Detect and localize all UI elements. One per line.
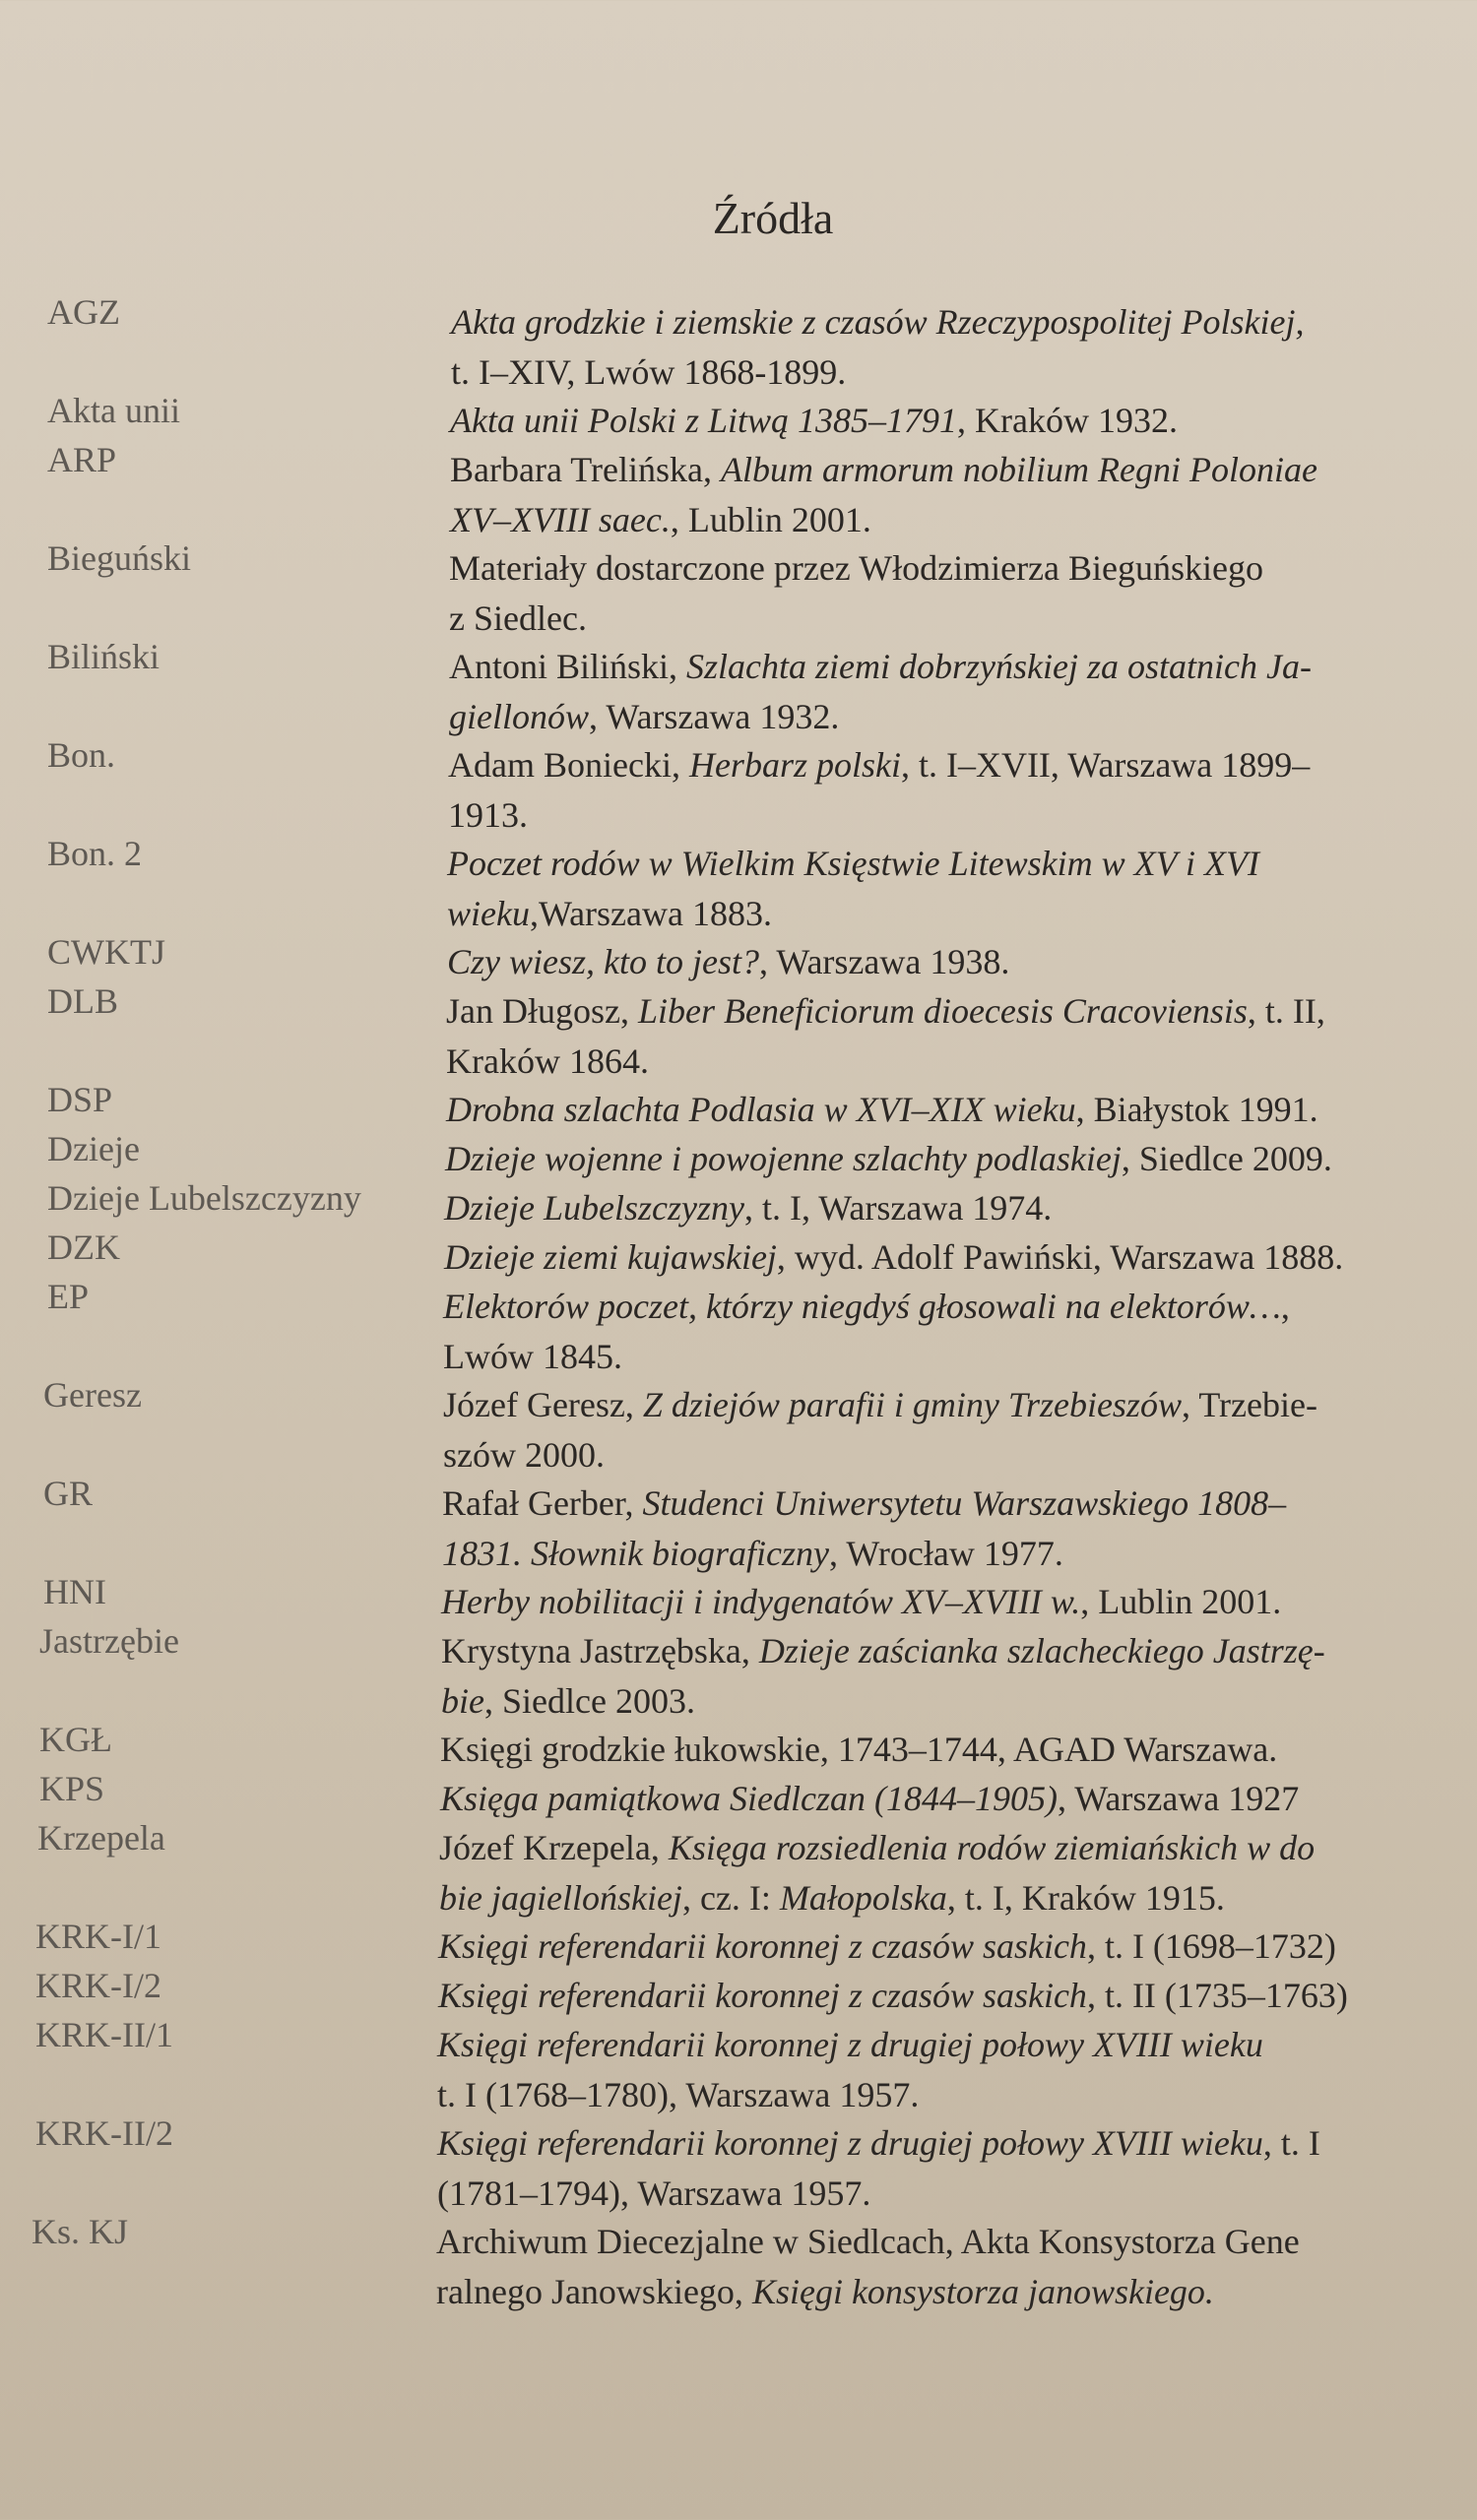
description-line: [443, 1380, 1477, 1430]
plain-text: Jan Długosz,: [446, 991, 638, 1031]
entry-abbreviation: Dzieje Lubelszczyzny: [47, 1178, 361, 1218]
entry-abbreviation: Biliński: [47, 637, 161, 676]
description-line: [448, 790, 1477, 841]
entry-abbreviation: KRK-I/1: [35, 1917, 161, 1956]
entry-abbreviation: KPS: [39, 1769, 105, 1808]
description-line: [436, 2217, 1477, 2267]
plain-text: Józef Geresz,: [443, 1385, 643, 1424]
entry-abbreviation: AGZ: [47, 292, 120, 332]
plain-text: , Siedlce 2009.: [1121, 1139, 1332, 1178]
entry-abbreviation: DZK: [47, 1228, 120, 1267]
plain-text: z Siedlec.: [449, 598, 587, 638]
entry-description: [443, 1380, 1477, 1480]
entry-abbreviation: KGŁ: [39, 1720, 112, 1759]
plain-text: Lwów 1845.: [443, 1337, 622, 1376]
plain-text: Rafał Gerber,: [442, 1483, 643, 1523]
italic-title-text: Liber Beneficiorum dioecesis Cracoviensis: [637, 991, 1248, 1031]
entry-abbreviation: KRK-II/1: [35, 2015, 173, 2054]
entry-description: [440, 1774, 1477, 1824]
entry-description: [447, 839, 1477, 939]
entry-description: [444, 1183, 1477, 1233]
italic-title-text: Księgi referendarii koronnej z czasów saskich: [438, 1926, 1087, 1966]
plain-text: , Lublin 2001.: [670, 500, 871, 539]
entry-description: [441, 1626, 1477, 1727]
plain-text: , Wrocław 1977.: [828, 1534, 1063, 1573]
plain-text: Barbara Trelińska,: [450, 450, 721, 489]
description-line: [451, 297, 1477, 347]
description-line: [439, 1873, 1477, 1923]
italic-title-text: 1831. Słownik biograficzny: [442, 1534, 829, 1573]
italic-title-text: Księgi referendarii koronnej z czasów saskich: [438, 1976, 1087, 2015]
plain-text: Antoni Biliński,: [449, 647, 687, 686]
description-line: [447, 889, 1477, 939]
entry-abbreviation: DLB: [47, 981, 118, 1021]
italic-title-text: Księgi referendarii koronnej z drugiej połowy XVIII wieku: [437, 2025, 1263, 2064]
description-line: [442, 1479, 1477, 1529]
entry-description: [438, 1971, 1477, 2021]
description-line: [441, 1676, 1477, 1727]
description-line: [449, 543, 1477, 594]
entry-description: [446, 986, 1477, 1087]
page-title: Źródła: [712, 193, 834, 243]
entry-description: [440, 1725, 1477, 1775]
description-line: [442, 1529, 1477, 1579]
entry-description: [445, 1134, 1477, 1184]
italic-title-text: giellonów: [449, 697, 589, 736]
description-line: [450, 445, 1477, 495]
description-line: [448, 740, 1477, 790]
plain-text: , t. II (1735–1763): [1086, 1976, 1348, 2015]
entry-description: [446, 1085, 1477, 1135]
entry-description: [443, 1282, 1477, 1382]
description-line: [436, 2267, 1477, 2317]
italic-title-text: Małopolska: [779, 1878, 947, 1918]
italic-title-text: Dzieje wojenne i powojenne szlachty podlaskiej: [445, 1139, 1122, 1178]
italic-title-text: Księga pamiątkowa Siedlczan (1844–1905): [440, 1779, 1058, 1818]
description-line: [438, 1922, 1477, 1972]
entry-abbreviation: KRK-I/2: [35, 1966, 161, 2005]
entry-abbreviation: GR: [43, 1474, 94, 1513]
entry-abbreviation: Dzieje: [47, 1129, 140, 1168]
italic-title-text: wieku: [447, 894, 530, 933]
description-line: [437, 2020, 1477, 2070]
italic-title-text: Studenci Uniwersytetu Warszawskiego 1808–: [642, 1483, 1287, 1523]
plain-text: szów 2000.: [443, 1435, 605, 1475]
italic-title-text: Księga rozsiedlenia rodów ziemiańskich w do: [668, 1828, 1316, 1867]
entry-description: [451, 297, 1477, 398]
entry-abbreviation: Bon. 2: [47, 834, 143, 873]
description-line: [437, 2118, 1477, 2169]
plain-text: Archiwum Diecezjalne w Siedlcach, Akta Konsystorza Gene: [436, 2222, 1300, 2261]
plain-text: , t. I (1698–1732): [1086, 1926, 1336, 1966]
italic-title-text: Szlachta ziemi dobrzyńskiej za ostatnich Ja-: [686, 647, 1312, 686]
plain-text: , Siedlce 2003.: [483, 1681, 695, 1721]
entry-abbreviation: EP: [47, 1277, 90, 1316]
description-line: [441, 1626, 1477, 1676]
description-line: [446, 986, 1477, 1037]
entry-abbreviation: ARP: [47, 440, 117, 479]
entry-description: [442, 1479, 1477, 1579]
plain-text: , wyd. Adolf Pawiński, Warszawa 1888.: [776, 1237, 1344, 1277]
italic-title-text: Herbarz polski: [688, 745, 901, 785]
entry-abbreviation: HNI: [43, 1572, 106, 1611]
description-line: [440, 1774, 1477, 1824]
description-line: [449, 692, 1477, 742]
plain-text: , Trzebie-: [1181, 1385, 1317, 1424]
italic-title-text: Księgi konsystorza janowskiego.: [751, 2272, 1214, 2311]
plain-text: , t. I, Warszawa 1974.: [743, 1188, 1053, 1228]
entry-abbreviation: Bon.: [47, 735, 116, 775]
italic-title-text: Akta unii Polski z Litwą 1385–1791: [450, 401, 958, 440]
description-line: [444, 1183, 1477, 1233]
plain-text: , t. II,: [1247, 991, 1325, 1031]
entry-description: [441, 1577, 1477, 1627]
entry-abbreviation: Ks. KJ: [32, 2212, 129, 2251]
italic-title-text: Czy wiesz, kto to jest?: [447, 942, 759, 981]
plain-text: ,: [1280, 1287, 1290, 1326]
italic-title-text: XV–XVIII saec.: [450, 500, 671, 539]
italic-title-text: Dzieje zaścianka szlacheckiego Jastrzę-: [758, 1631, 1325, 1670]
description-line: [440, 1725, 1477, 1775]
entry-description: [449, 543, 1477, 644]
plain-text: Krystyna Jastrzębska,: [441, 1631, 759, 1670]
description-line: [437, 2070, 1477, 2120]
italic-title-text: Poczet rodów w Wielkim Księstwie Litewskim w XV i XVI: [447, 844, 1259, 883]
italic-title-text: Dzieje ziemi kujawskiej: [444, 1237, 777, 1277]
entry-abbreviation: KRK-II/2: [35, 2113, 173, 2153]
plain-text: , t. I–XVII, Warszawa 1899–: [900, 745, 1311, 785]
description-line: [443, 1332, 1477, 1382]
italic-title-text: Dzieje Lubelszczyzny: [444, 1188, 744, 1228]
entry-description: [450, 396, 1477, 446]
plain-text: Józef Krzepela,: [439, 1828, 669, 1867]
description-line: [439, 1823, 1477, 1873]
plain-text: , Białystok 1991.: [1075, 1090, 1318, 1129]
italic-title-text: Herby nobilitacji i indygenatów XV–XVIII w.: [441, 1582, 1081, 1621]
plain-text: t. I (1768–1780), Warszawa 1957.: [437, 2075, 920, 2114]
italic-title-text: Akta grodzkie i ziemskie z czasów Rzeczypospolitej Polskiej,: [451, 302, 1305, 342]
entry-description: [448, 740, 1477, 841]
plain-text: , cz. I:: [681, 1878, 780, 1918]
description-line: [438, 1971, 1477, 2021]
plain-text: 1913.: [448, 795, 528, 835]
entry-abbreviation: Geresz: [43, 1375, 142, 1415]
plain-text: t. I–XIV, Lwów 1868-1899.: [451, 352, 847, 392]
description-line: [443, 1430, 1477, 1480]
plain-text: (1781–1794), Warszawa 1957.: [437, 2174, 871, 2213]
description-line: [449, 594, 1477, 644]
plain-text: , Warszawa 1927: [1057, 1779, 1300, 1818]
italic-title-text: bie jagiellońskiej: [439, 1878, 682, 1918]
description-line: [437, 2169, 1477, 2219]
entry-description: [450, 445, 1477, 545]
entry-description: [437, 2020, 1477, 2120]
entry-abbreviation: Bieguński: [47, 538, 192, 578]
italic-title-text: bie: [441, 1681, 484, 1721]
entry-description: [449, 642, 1477, 742]
description-line: [447, 937, 1477, 987]
plain-text: Kraków 1864.: [446, 1041, 649, 1081]
italic-title-text: Z dziejów parafii i gminy Trzebieszów: [642, 1385, 1182, 1424]
plain-text: Materiały dostarczone przez Włodzimierza Bieguńskiego: [449, 548, 1263, 588]
entry-abbreviation: CWKTJ: [47, 932, 165, 972]
plain-text: , Warszawa 1938.: [759, 942, 1010, 981]
description-line: [446, 1037, 1477, 1087]
entry-description: [439, 1823, 1477, 1923]
plain-text: , Lublin 2001.: [1080, 1582, 1282, 1621]
description-line: [451, 347, 1477, 398]
entry-description: [436, 2217, 1477, 2317]
description-line: [444, 1232, 1477, 1283]
plain-text: ,Warszawa 1883.: [529, 894, 772, 933]
description-line: [441, 1577, 1477, 1627]
plain-text: Księgi grodzkie łukowskie, 1743–1744, AGAD Warszawa.: [440, 1730, 1278, 1769]
plain-text: Adam Boniecki,: [448, 745, 689, 785]
description-line: [450, 495, 1477, 545]
plain-text: , t. I: [1262, 2123, 1320, 2163]
entry-abbreviation: DSP: [47, 1080, 113, 1119]
italic-title-text: Drobna szlachta Podlasia w XVI–XIX wieku: [446, 1090, 1076, 1129]
italic-title-text: Album armorum nobilium Regni Poloniae: [720, 450, 1317, 489]
entry-description: [444, 1232, 1477, 1283]
description-line: [446, 1085, 1477, 1135]
entry-abbreviation: Jastrzębie: [39, 1621, 179, 1661]
entry-description: [437, 2118, 1477, 2219]
italic-title-text: Elektorów poczet, którzy niegdyś głosowali na elektorów…: [443, 1287, 1281, 1326]
description-line: [443, 1282, 1477, 1332]
description-line: [445, 1134, 1477, 1184]
entry-description: [438, 1922, 1477, 1972]
entry-abbreviation: Krzepela: [37, 1818, 165, 1858]
description-line: [450, 396, 1477, 446]
plain-text: , t. I, Kraków 1915.: [946, 1878, 1225, 1918]
plain-text: ralnego Janowskiego,: [436, 2272, 752, 2311]
plain-text: , Kraków 1932.: [957, 401, 1178, 440]
entry-abbreviation: Akta unii: [47, 391, 180, 430]
plain-text: , Warszawa 1932.: [589, 697, 840, 736]
description-line: [447, 839, 1477, 889]
entry-description: [447, 937, 1477, 987]
description-line: [449, 642, 1477, 692]
italic-title-text: Księgi referendarii koronnej z drugiej połowy XVIII wieku: [437, 2123, 1263, 2163]
